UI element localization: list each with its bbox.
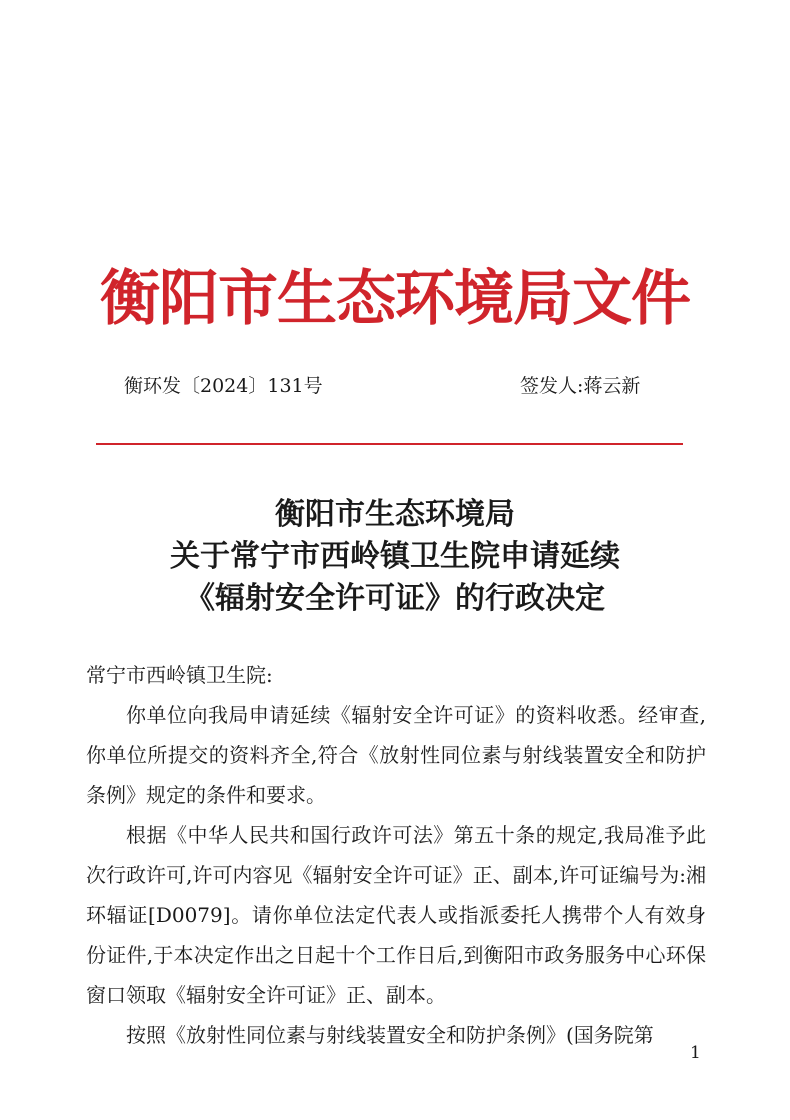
body-paragraph-3: 按照《放射性同位素与射线装置安全和防护条例》(国务院第	[126, 1023, 654, 1047]
title-line-3: 《辐射安全许可证》的行政决定	[185, 581, 605, 616]
red-divider-line	[96, 443, 683, 445]
document-title	[0, 494, 790, 620]
document-signer: 签发人:蒋云新	[520, 375, 641, 397]
body-paragraph-2: 根据《中华人民共和国行政许可法》第五十条的规定,我局准予此次行政许可,许可内容见《辐射安全许可证》正、副本,许可证编号为:湘环辐证[D0079]。请你单位法定代表人或指派委托人携带个人有效身份证件,于本决定作出之日起十个工作日后,到衡阳市政务服务中心环保窗口领取《辐射安全许可证》正、副本。	[86, 823, 706, 1007]
body-paragraph-1: 你单位向我局申请延续《辐射安全许可证》的资料收悉。经审查,你单位所提交的资料齐全,符合《放射性同位素与射线装置安全和防护条例》规定的条件和要求。	[86, 703, 706, 807]
document-header-title: 衡阳市生态环境局文件	[100, 264, 690, 334]
salutation: 常宁市西岭镇卫生院:	[86, 663, 273, 687]
document-number: 衡环发〔2024〕131号	[124, 375, 323, 397]
page-number: 1	[690, 1043, 701, 1063]
document-body	[86, 655, 706, 1055]
title-line-2: 关于常宁市西岭镇卫生院申请延续	[170, 539, 620, 574]
title-line-1: 衡阳市生态环境局	[275, 497, 515, 532]
